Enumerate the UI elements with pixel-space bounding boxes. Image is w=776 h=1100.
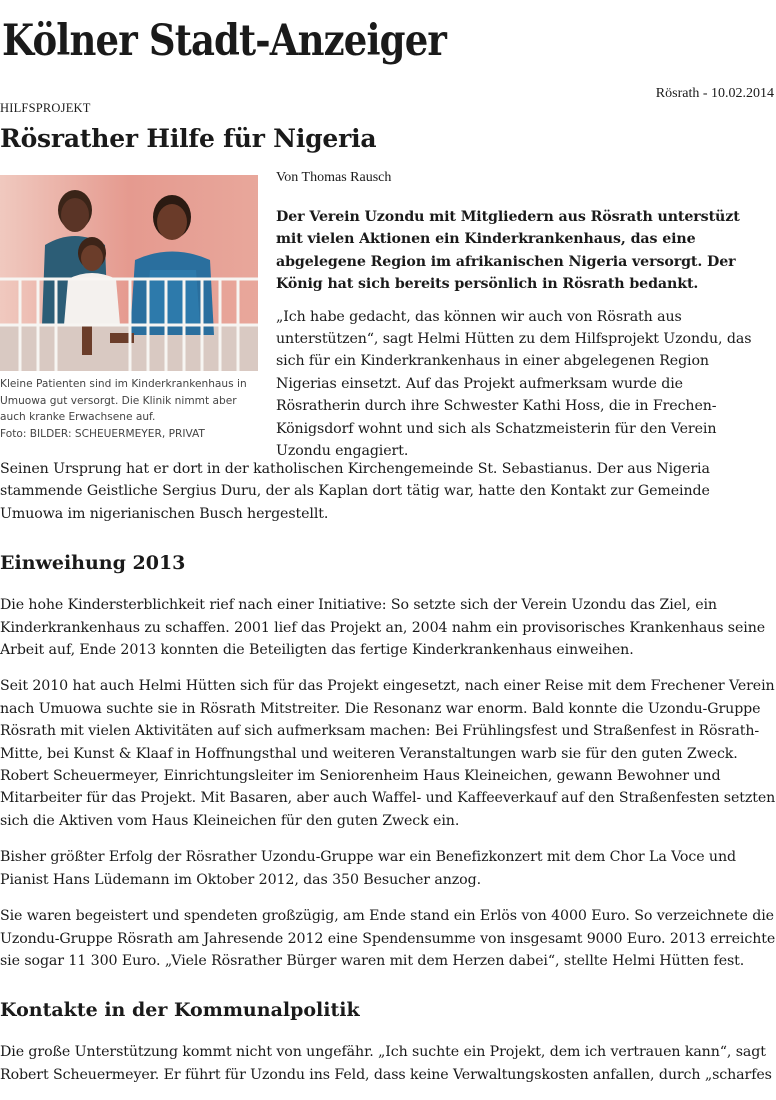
photo-credit: Foto: BILDER: SCHEUERMEYER, PRIVAT xyxy=(0,427,205,440)
page-title: Rösrather Hilfe für Nigeria xyxy=(0,124,377,153)
article-photo xyxy=(0,175,258,371)
caption-text: Kleine Patienten sind im Kinderkrankenhaus in Umuowa gut versorgt. Die Klinik nimmt aber auch kranke Erwachsene auf. xyxy=(0,378,247,423)
masthead-logo xyxy=(2,6,472,70)
photo-block xyxy=(0,175,260,442)
article-lead: Der Verein Uzondu mit Mitgliedern aus Rösrath unterstüzt mit vielen Aktionen ein Kinderkrankenhaus, das eine abgelegene Region im afrikanischen Nigeria versorgt. Der König hat sich bereits persönlich in Rösrath bedankt. xyxy=(276,209,740,293)
paragraph: „Ich habe gedacht, das können wir auch von Rösrath aus unterstützen“, sagt Helmi Hütten zu dem Hilfsprojekt Uzondu, das sich für ein Kinderkrankenhaus in einer abgelegenen Region Nigerias einsetzt. Auf das Projekt aufmerksam wurde die Rösratherin durch ihre Schwester Kathi Hoss, die in Frechen-Königsdorf wohnt und sich als Schatzmeisterin für den Verein Uzondu engagiert. xyxy=(276,308,752,460)
dateline: Rösrath - 10.02.2014 xyxy=(655,86,774,101)
paragraph: Sie waren begeistert und spendeten großzügig, am Ende stand ein Erlös von 4000 Euro. So verzeichnete die Uzondu-Gruppe Rösrath am Jahresende 2012 eine Spendensumme von insgesamt 9000 Euro. 2013 erreichte sie sogar 11 300 Euro. „Viele Rösrather Bürger waren mit dem Herzen dabei“, stellte Helmi Hütten fest. xyxy=(0,908,776,969)
paragraph: Bisher größter Erfolg der Rösrather Uzondu-Gruppe war ein Benefizkonzert mit dem Chor La Voce und Pianist Hans Lüdemann im Oktober 2012, das 350 Besucher anzog. xyxy=(0,849,736,888)
paragraph: Seinen Ursprung hat er dort in der katholischen Kirchengemeinde St. Sebastianus. Der aus Nigeria stammende Geistliche Sergius Duru, der als Kaplan dort tätig war, hatte den Kontakt zur Gemeinde Umuowa im nigerianischen Busch hergestellt. xyxy=(0,461,710,522)
article-body xyxy=(0,458,776,1100)
paragraph: Seit 2010 hat auch Helmi Hütten sich für das Projekt eingesetzt, nach einer Reise mit dem Frechener Verein nach Umuowa suchte sie in Rösrath Mitstreiter. Die Resonanz war enorm. Bald konnte die Uzondu-Gruppe Rösrath mit vielen Aktivitäten auf sich aufmerksam machen: Bei Frühlingsfest und Straßenfest in Rösrath-Mitte, bei Kunst & Klaaf in Hoffnungsthal und weiteren Veranstaltungen warb sie für den guten Zweck. Robert Scheuermeyer, Einrichtungsleiter im Seniorenheim Haus Kleineichen, gewann Bewohner und Mitarbeiter für das Projekt. Mit Basaren, aber auch Waffel- und Kaffeeverkauf auf den Straßenfesten setzten sich die Aktiven vom Haus Kleineichen für den guten Zweck ein. xyxy=(0,678,776,829)
paragraph: Die große Unterstützung kommt nicht von ungefähr. „Ich suchte ein Projekt, dem ich vertrauen kann“, sagt Robert Scheuermeyer. Er führt für Uzondu ins Feld, dass keine Verwaltungskosten anfallen, durch „scharfes xyxy=(0,1044,772,1083)
author-byline: Von Thomas Rausch xyxy=(276,170,392,185)
article-right-column xyxy=(276,167,770,462)
newspaper-logo-icon xyxy=(2,6,472,70)
paragraph: Die hohe Kindersterblichkeit rief nach einer Initiative: So setzte sich der Verein Uzondu das Ziel, ein Kinderkrankenhaus zu schaffen. 2001 lief das Projekt an, 2004 nahm ein provisorisches Krankenhaus seine Arbeit auf, Ende 2013 konnten die Beteiligten das fertige Kinderkrankenhaus einweihen. xyxy=(0,597,766,659)
section-heading: Kontakte in der Kommunalpolitik xyxy=(0,999,360,1022)
kicker: HILFSPROJEKT xyxy=(0,101,91,115)
svg-text:Kölner Stadt-Anzeiger: Kölner Stadt-Anzeiger xyxy=(2,16,449,66)
section-heading: Einweihung 2013 xyxy=(0,552,186,575)
photo-caption xyxy=(0,376,260,442)
